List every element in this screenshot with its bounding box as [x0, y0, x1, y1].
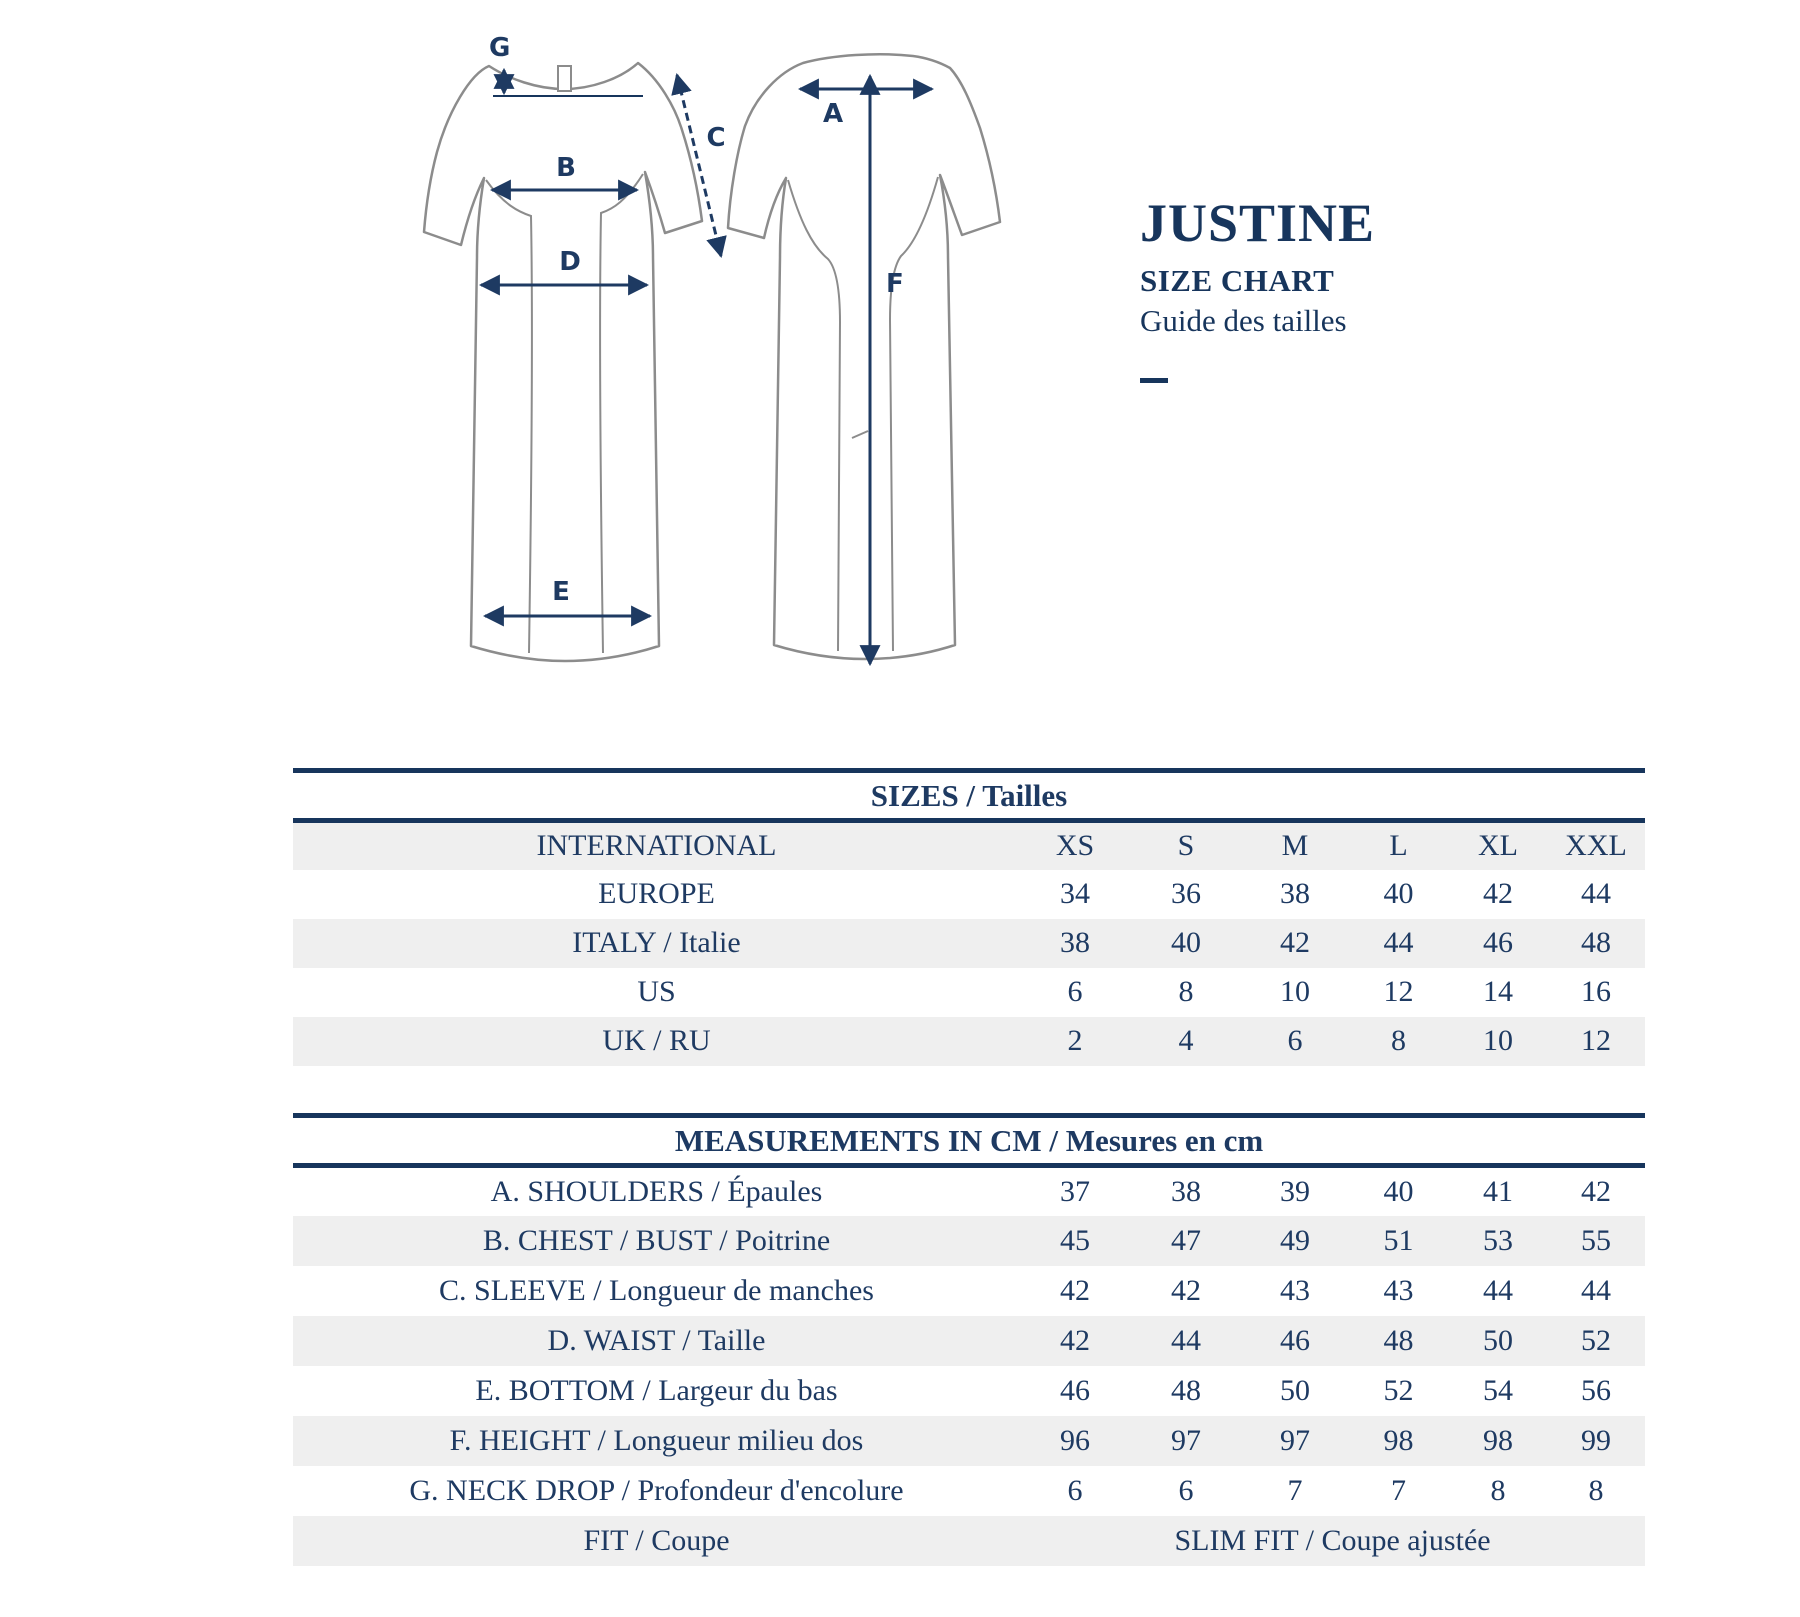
cell-value: 38: [1280, 877, 1310, 910]
cell-value: 46: [1060, 1373, 1090, 1407]
sizes-table-header-row: [293, 771, 1645, 821]
title-dash: [1140, 378, 1168, 383]
cell-value: 34: [1060, 877, 1090, 910]
cell-value: 48: [1171, 1373, 1201, 1407]
cell-value: XXL: [1565, 829, 1627, 863]
cell-value: 46: [1280, 1323, 1310, 1357]
cell-value: 14: [1483, 975, 1513, 1008]
row-label: F. HEIGHT / Longueur milieu dos: [449, 1423, 864, 1457]
table-row: [293, 1416, 1645, 1466]
cell-value: 50: [1483, 1323, 1513, 1357]
back-neck-button-tab: [558, 66, 571, 91]
row-label: INTERNATIONAL: [536, 829, 777, 863]
cell-value: 6: [1067, 1473, 1083, 1507]
cell-value: 36: [1171, 877, 1201, 910]
measure-label-g: G: [489, 33, 511, 63]
cell-value: 44: [1581, 877, 1611, 910]
cell-value: 16: [1581, 975, 1611, 1008]
row-label: ITALY / Italie: [572, 926, 741, 959]
cell-value: 46: [1483, 926, 1513, 959]
cell-value: 12: [1581, 1024, 1611, 1057]
cell-value: 53: [1483, 1223, 1513, 1257]
cell-value: 6: [1067, 975, 1083, 1008]
product-name: JUSTINE: [1140, 193, 1376, 253]
front-view-outline: [728, 54, 1000, 659]
table-row: [293, 1316, 1645, 1366]
row-label: UK / RU: [602, 1024, 711, 1057]
cell-value: 42: [1171, 1273, 1201, 1307]
cell-value: XS: [1055, 829, 1095, 863]
table-row: [293, 1466, 1645, 1516]
measurements-table-header: MEASUREMENTS IN CM / Mesures en cm: [293, 1116, 1645, 1166]
cell-value: 42: [1280, 926, 1310, 959]
cell-value: 42: [1060, 1323, 1090, 1357]
cell-value: 55: [1581, 1223, 1612, 1257]
table-row: [293, 1017, 1645, 1066]
measure-label-c: C: [706, 123, 726, 153]
row-label: D. WAIST / Taille: [547, 1323, 766, 1357]
cell-value: 38: [1060, 926, 1090, 959]
cell-value: 43: [1280, 1273, 1310, 1307]
row-label: G. NECK DROP / Profondeur d'encolure: [409, 1473, 904, 1507]
cell-value: L: [1389, 829, 1408, 863]
cell-value: 44: [1581, 1273, 1612, 1307]
cell-value: 8: [1588, 1473, 1604, 1507]
size-chart-heading: SIZE CHART: [1140, 263, 1335, 298]
row-label: E. BOTTOM / Largeur du bas: [475, 1373, 838, 1407]
cell-value: 97: [1280, 1423, 1310, 1457]
cell-value: 6: [1178, 1473, 1194, 1507]
table-row: [293, 1166, 1645, 1216]
cell-value: 48: [1383, 1323, 1414, 1357]
cell-value: S: [1177, 829, 1195, 863]
cell-value: 7: [1287, 1473, 1303, 1507]
cell-value: 37: [1060, 1174, 1090, 1208]
row-label: FIT / Coupe: [583, 1523, 730, 1557]
cell-value: 39: [1280, 1174, 1310, 1208]
measure-label-b: B: [556, 153, 576, 183]
table-row: [293, 1216, 1645, 1266]
measurements-table: [293, 1113, 1645, 1566]
title-block: [1140, 193, 1376, 383]
measure-label-e: E: [552, 577, 570, 607]
cell-value: 54: [1483, 1373, 1513, 1407]
cell-value: M: [1281, 829, 1309, 863]
cell-value: 10: [1483, 1024, 1513, 1057]
measure-label-f: F: [886, 269, 904, 299]
cell-value: 52: [1581, 1323, 1612, 1357]
cell-value: 38: [1171, 1174, 1201, 1208]
cell-value: 51: [1383, 1223, 1414, 1257]
cell-value: 4: [1178, 1024, 1194, 1057]
cell-value: 43: [1383, 1273, 1414, 1307]
garment-diagram: [360, 20, 1060, 700]
row-label: US: [637, 975, 676, 1008]
table-row: [293, 870, 1645, 919]
table-row: [293, 919, 1645, 968]
cell-value: 40: [1171, 926, 1201, 959]
table-row: [293, 1516, 1645, 1566]
cell-value: 44: [1171, 1323, 1201, 1357]
cell-value: 44: [1383, 926, 1414, 959]
table-row: [293, 1266, 1645, 1316]
measurements-table-header-row: [293, 1116, 1645, 1166]
cell-value: 96: [1060, 1423, 1090, 1457]
table-row: [293, 1366, 1645, 1416]
cell-value: 6: [1287, 1024, 1303, 1057]
cell-value: 42: [1581, 1174, 1612, 1208]
cell-value: 8: [1391, 1024, 1406, 1057]
cell-value: 8: [1178, 975, 1194, 1008]
table-row: [293, 968, 1645, 1017]
cell-value: 48: [1581, 926, 1611, 959]
measure-label-a: A: [822, 99, 844, 129]
size-chart-heading-fr: Guide des tailles: [1140, 303, 1347, 339]
back-view-drawing: [424, 33, 726, 661]
cell-value: 40: [1383, 877, 1414, 910]
cell-value: 99: [1581, 1423, 1612, 1457]
cell-value: 42: [1483, 877, 1513, 910]
cell-value: 2: [1067, 1024, 1083, 1057]
sizes-table: [293, 768, 1645, 1066]
cell-value: 12: [1383, 975, 1414, 1008]
cell-value: 47: [1171, 1223, 1201, 1257]
measure-label-d: D: [559, 247, 581, 277]
cell-value: 56: [1581, 1373, 1612, 1407]
cell-value: 45: [1060, 1223, 1090, 1257]
cell-value: 49: [1280, 1223, 1310, 1257]
cell-value: 10: [1280, 975, 1310, 1008]
cell-value: 7: [1391, 1473, 1406, 1507]
cell-value: 42: [1060, 1273, 1090, 1307]
table-row: [293, 821, 1645, 870]
row-label: EUROPE: [598, 877, 715, 910]
cell-value: 50: [1280, 1373, 1310, 1407]
cell-value: 8: [1490, 1473, 1506, 1507]
cell-value: 97: [1171, 1423, 1201, 1457]
fit-value: SLIM FIT / Coupe ajustée: [1174, 1523, 1491, 1557]
row-label: A. SHOULDERS / Épaules: [490, 1174, 823, 1208]
row-label: C. SLEEVE / Longueur de manches: [439, 1273, 874, 1307]
cell-value: 52: [1383, 1373, 1414, 1407]
cell-value: 98: [1383, 1423, 1414, 1457]
sizes-table-header: SIZES / Tailles: [293, 771, 1645, 821]
cell-value: XL: [1478, 829, 1518, 863]
cell-value: 98: [1483, 1423, 1513, 1457]
cell-value: 40: [1383, 1174, 1414, 1208]
row-label: B. CHEST / BUST / Poitrine: [482, 1223, 831, 1257]
cell-value: 44: [1483, 1273, 1513, 1307]
front-view-drawing: [728, 54, 1000, 664]
cell-value: 41: [1483, 1174, 1513, 1208]
